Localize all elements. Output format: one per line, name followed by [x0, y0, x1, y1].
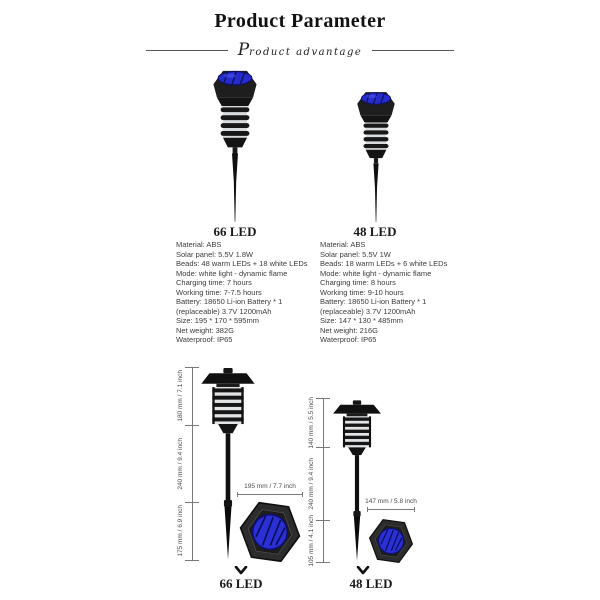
spec-solar-panel: Solar panel: 5.5V 1W [320, 249, 391, 259]
dimension-diagram-48led [300, 390, 435, 600]
spec-beads: Beads: 48 warm LEDs + 18 white LEDs [176, 259, 308, 268]
dimension-line-horizontal [237, 494, 303, 495]
spec-beads: Beads: 18 warm LEDs + 6 white LEDs [320, 259, 448, 268]
spec-mode: Mode: white light - dynamic flame [320, 268, 432, 278]
spec-battery: Battery: 18650 Li-ion Battery * 1 [320, 297, 427, 306]
solar-light-48led-image [350, 88, 402, 224]
hexagon-top-view-icon [367, 517, 415, 565]
spec-waterproof: Waterproof: IP65 [176, 335, 233, 344]
spec-material: Material: ABS [176, 240, 222, 249]
spec-mode: Mode: white light - dynamic flame [176, 268, 288, 278]
subtitle-divider [0, 40, 600, 60]
dimension-head-height: 180 mm / 7.1 inch [176, 370, 184, 422]
dimension-tick [185, 560, 199, 561]
dimension-spike-height: 105 mm / 4.1 inch [307, 515, 315, 567]
spec-battery-detail: (replaceable) 3.7V 1200mAh [176, 306, 272, 316]
divider-line-right [372, 50, 454, 51]
spec-charging-time: Charging time: 8 hours [320, 278, 396, 287]
divider-line-left [146, 50, 228, 51]
solar-torch-light-icon [205, 66, 265, 224]
dimension-pole-height: 240 mm / 9.4 inch [307, 457, 315, 510]
diagram-label-66led: 66 LED [219, 576, 263, 591]
dimension-line-horizontal [367, 509, 415, 510]
solar-torch-light-icon [350, 88, 402, 224]
spec-net-weight: Net weight: 382G [176, 325, 234, 335]
spec-battery-detail: (replaceable) 3.7V 1200mAh [320, 306, 416, 316]
spec-list-66led [176, 240, 322, 345]
dimension-tick [237, 492, 238, 497]
dimension-top-width: 195 mm / 7.7 inch [244, 483, 296, 490]
spec-size: Size: 147 * 130 * 485mm [320, 316, 403, 325]
chevron-down-icon [356, 566, 370, 575]
hexagon-top-view-icon [237, 499, 303, 565]
spec-battery: Battery: 18650 Li-ion Battery * 1 [176, 297, 283, 306]
product-name-48led: 48 LED [353, 224, 397, 239]
dimension-tick [414, 507, 415, 512]
dimension-tick [367, 507, 368, 512]
dimension-pole-height: 240 mm / 9.4 inch [176, 437, 184, 490]
dimension-diagram-66led [170, 360, 315, 600]
spec-material: Material: ABS [320, 240, 366, 249]
chevron-down-icon [234, 566, 248, 575]
diagram-label-48led: 48 LED [349, 576, 393, 591]
dimension-tick [316, 562, 330, 563]
subtitle-text: Product advantage [237, 40, 363, 60]
dimension-line-vertical [323, 398, 324, 562]
spec-solar-panel: Solar panel: 5.5V 1.8W [176, 249, 254, 259]
spec-working-time: Working time: 9-10 hours [320, 287, 404, 297]
spec-size: Size: 195 * 170 * 595mm [176, 316, 259, 325]
spec-waterproof: Waterproof: IP65 [320, 335, 377, 344]
spec-net-weight: Net weight: 216G [320, 325, 378, 335]
product-name-66led: 66 LED [213, 224, 257, 239]
spec-working-time: Working time: 7-7.5 hours [176, 287, 262, 297]
page-title: Product Parameter [214, 10, 386, 32]
dimension-head-height: 140 mm / 5.5 inch [307, 396, 315, 449]
spec-list-48led [320, 240, 466, 345]
solar-light-66led-image [205, 66, 265, 224]
spec-charging-time: Charging time: 7 hours [176, 278, 252, 287]
dimension-top-width: 147 mm / 5.8 inch [365, 498, 417, 505]
dimension-spike-height: 175 mm / 6.9 inch [176, 505, 184, 557]
dimension-line-vertical [192, 367, 193, 560]
